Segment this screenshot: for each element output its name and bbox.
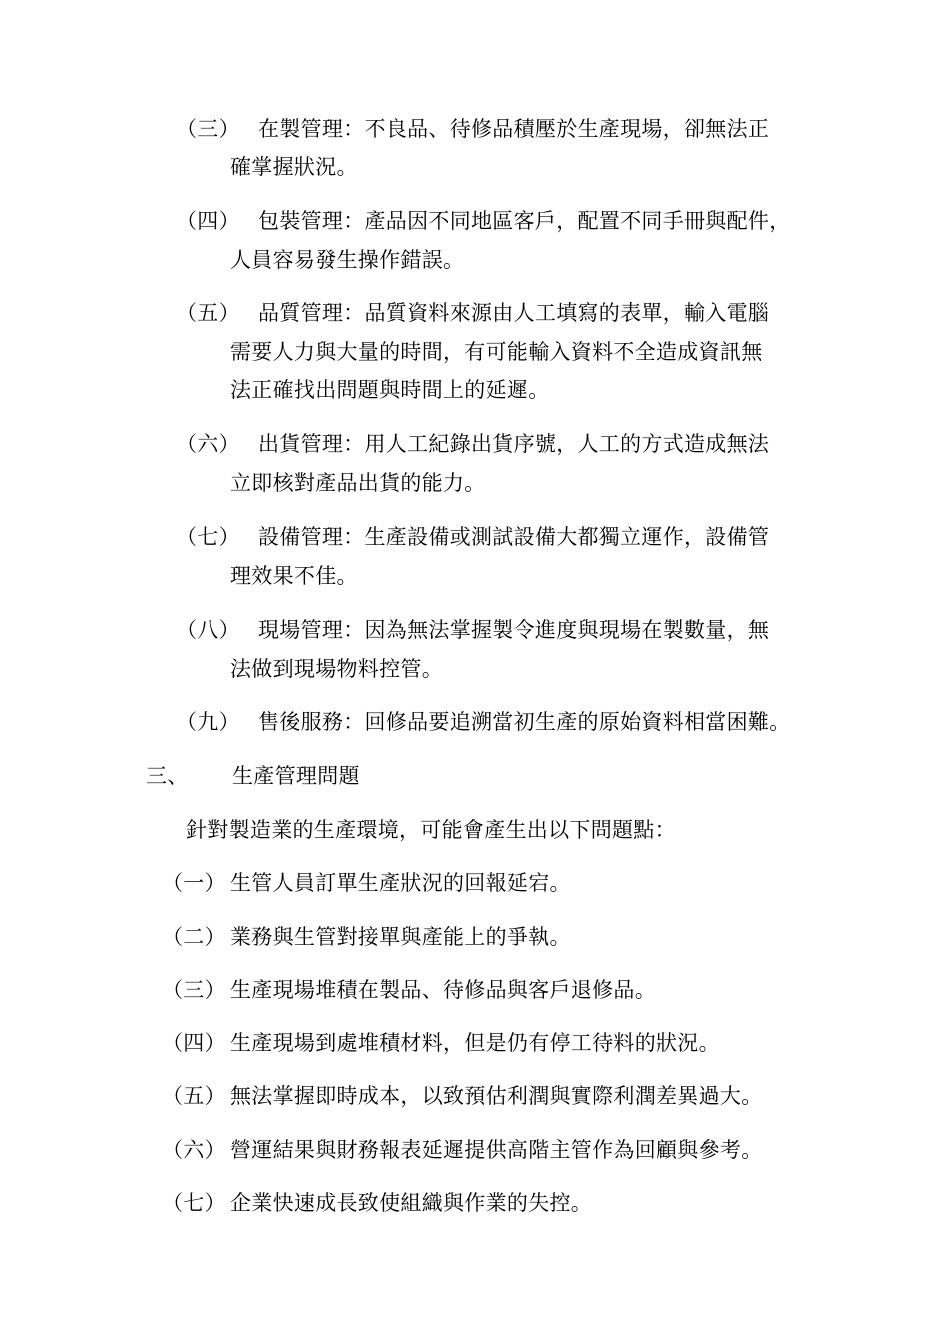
item-text-line: 法做到現場物料控管。: [230, 657, 443, 681]
item-number: （八）: [176, 618, 240, 642]
item-text-line: 立即核對產品出貨的能力。: [230, 471, 486, 495]
item-text-line: 出貨管理：用人工紀錄出貨序號，人工的方式造成無法: [258, 432, 770, 456]
item-number: （五）: [162, 1084, 226, 1108]
item-text-line: 包裝管理：產品因不同地區客戶，配置不同手冊與配件，: [258, 209, 791, 233]
item-text-line: 理效果不佳。: [230, 564, 358, 588]
section-intro: 針對製造業的生產環境，可能會產生出以下問題點：: [186, 818, 676, 842]
item-number: （七）: [176, 525, 240, 549]
item-text-line: 確掌握狀況。: [230, 155, 358, 179]
section-title: 生產管理問題: [232, 764, 360, 788]
item-text-line: 生產現場到處堆積材料，但是仍有停工待料的狀況。: [230, 1031, 720, 1055]
item-number: （六）: [176, 432, 240, 456]
item-number: （九）: [176, 710, 240, 734]
item-text-line: 品質管理：品質資料來源由人工填寫的表單，輸入電腦: [258, 301, 770, 325]
item-number: （一）: [162, 871, 226, 895]
item-number: （六）: [162, 1138, 226, 1162]
item-text-line: 企業快速成長致使組織與作業的失控。: [230, 1191, 593, 1215]
item-text-line: 生產現場堆積在製品、待修品與客戶退修品。: [230, 978, 656, 1002]
item-text-line: 現場管理：因為無法掌握製令進度與現場在製數量，無: [258, 618, 770, 642]
item-text-line: 無法掌握即時成本，以致預估利潤與實際利潤差異過大。: [230, 1084, 763, 1108]
item-text-line: 設備管理：生產設備或測試設備大都獨立運作，設備管: [258, 525, 770, 549]
item-text-line: 在製管理：不良品、待修品積壓於生產現場，卻無法正: [258, 117, 770, 141]
section-number: 三、: [146, 764, 189, 788]
item-text-line: 法正確找出問題與時間上的延遲。: [230, 378, 550, 402]
item-number: （三）: [162, 978, 226, 1002]
item-text-line: 業務與生管對接單與產能上的爭執。: [230, 925, 571, 949]
item-text-line: 人員容易發生操作錯誤。: [230, 248, 465, 272]
item-text-line: 售後服務：回修品要追溯當初生產的原始資料相當困難。: [258, 710, 791, 734]
item-number: （四）: [176, 209, 240, 233]
item-text-line: 需要人力與大量的時間，有可能輸入資料不全造成資訊無: [230, 340, 763, 364]
item-number: （三）: [176, 117, 240, 141]
item-number: （五）: [176, 301, 240, 325]
item-text-line: 生管人員訂單生產狀況的回報延宕。: [230, 871, 571, 895]
item-number: （四）: [162, 1031, 226, 1055]
item-text-line: 營運結果與財務報表延遲提供高階主管作為回顧與參考。: [230, 1138, 763, 1162]
item-number: （二）: [162, 925, 226, 949]
item-number: （七）: [162, 1191, 226, 1215]
